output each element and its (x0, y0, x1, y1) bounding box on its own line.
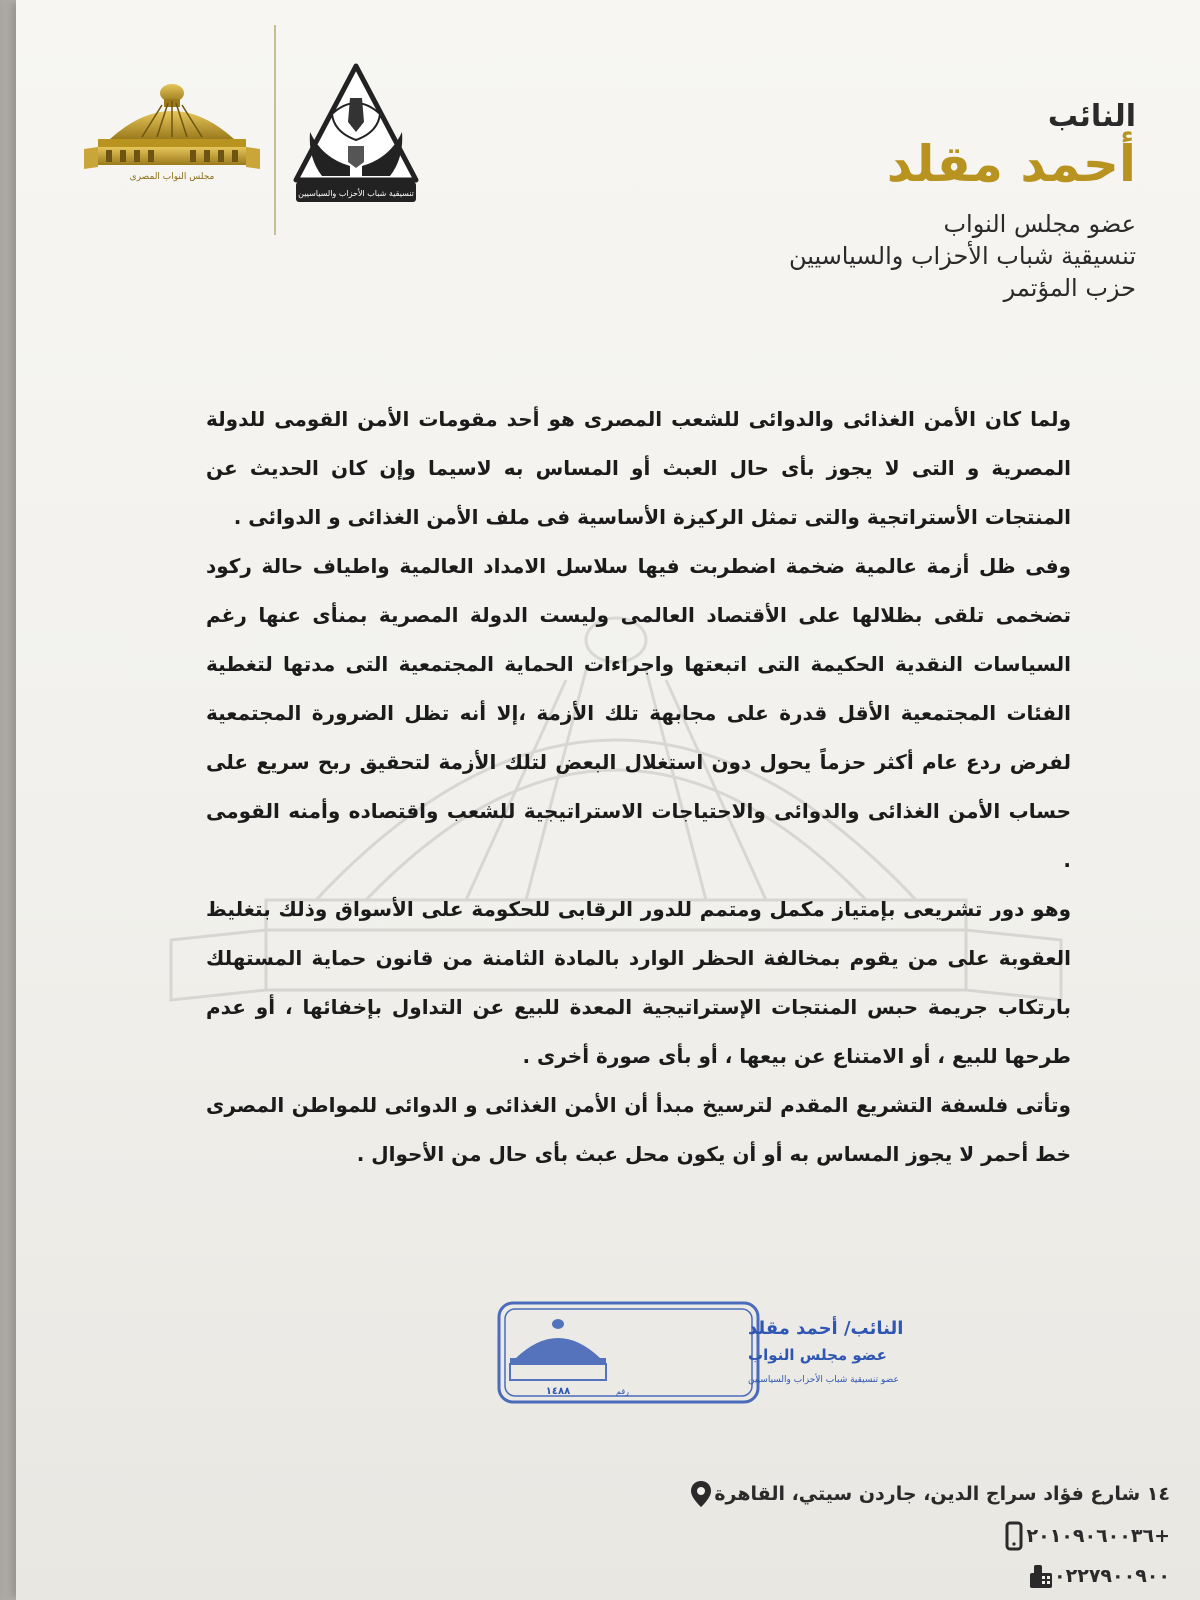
stamp-line-1: النائب/ أحمد مقلد (748, 1318, 904, 1339)
stamp-number: ١٤٨٨ (545, 1386, 571, 1397)
footer-mobile-row (983, 1522, 1171, 1550)
footer-mobile: +٢٠١٠٩٠٦٠٠٣٦ (1026, 1525, 1170, 1547)
parliament-logo-caption: مجلس النواب المصرى (129, 172, 215, 182)
footer-address-row (670, 1480, 1170, 1508)
role-parliament: عضو مجلس النواب (943, 210, 1136, 238)
role-party: حزب المؤتمر (1003, 274, 1136, 302)
tansiqia-logo-caption: تنسيقية شباب الأحزاب والسياسيين (298, 189, 414, 198)
title-word: النائب (1047, 99, 1136, 134)
stamp-line-2: عضو مجلس النواب (748, 1346, 887, 1364)
body-paragraph-3: وهو دور تشريعى بإمتياز مكمل ومتمم للدور الرقابى للحكومة على الأسواق وذلك بتغليظ العقوبة على من يقوم بمخالفة الحظر الوارد بالمادة الثامنة من قانون حماية المستهلك بارتكاب جريمة حبس المنتجات الإستراتيجية المعدة للبيع عن التداول بإخفائها ، أو عدم طرحها للبيع ، أو الامتناع عن بيعها ، أو بأى صورة أخرى . (206, 897, 1071, 1068)
location-pin-icon (688, 1480, 714, 1508)
stamp-line-3: عضو تنسيقية شباب الأحزاب والسياسيين (748, 1375, 899, 1385)
footer-address: ١٤ شارع فؤاد سراج الدين، جاردن سيتي، القاهرة (714, 1483, 1170, 1505)
tansiqia-logo (292, 62, 420, 210)
landline-phone-icon (1028, 1562, 1054, 1590)
parliament-logo (82, 75, 262, 185)
body-paragraph-4: وتأتى فلسفة التشريع المقدم لترسيخ مبدأ أن الأمن الغذائى و الدوائى للمواطن المصرى خط أحمر لا يجوز المساس به أو أن يكون محل عبث بأى حال من الأحوال . (206, 1093, 1071, 1166)
header-divider (274, 25, 276, 235)
footer-phone-row (1010, 1562, 1170, 1590)
role-tansiqia: تنسيقية شباب الأحزاب والسياسيين (788, 242, 1136, 270)
body-paragraph-1: ولما كان الأمن الغذائى والدوائى للشعب المصرى هو أحد مقومات الأمن القومى للدولة المصرية و التى لا يجوز بأى حال العبث أو المساس به لاسيما وإن كان الحديث عن المنتجات الأستراتجية والتى تمثل الركيزة الأساسية فى ملف الأمن الغذائى و الدوائى . (206, 407, 1071, 529)
footer-phone: ٠٢٢٧٩٠٠٩٠٠ (1054, 1565, 1170, 1587)
official-stamp (496, 1300, 904, 1405)
member-name: أحمد مقلد (886, 135, 1136, 193)
body-paragraph-2: وفى ظل أزمة عالمية ضخمة اضطربت فيها سلاسل الامداد العالمية واطياف حالة ركود تضخمى تلقى بظلالها على الأقتصاد العالمى وليست الدولة المصرية بمنأى عنها رغم السياسات النقدية الحكيمة التى اتبعتها واجراءات الحماية المجتمعية التى مدتها لتغطية الفئات المجتمعية الأقل قدرة على مجابهة تلك الأزمة ،إلا أنه تظل الضرورة المجتمعية لفرض ردع عام أكثر حزماً يحول دون استغلال البعض لتلك الأزمة لتحقيق ربح سريع على حساب الأمن الغذائى والدوائى والاحتياجات الاستراتيجية للشعب واقتصاده وأمنه القومى . (206, 554, 1071, 872)
letter-body (206, 395, 1071, 1179)
stamp-number-label: رقم (616, 1387, 630, 1396)
mobile-phone-icon (1001, 1522, 1027, 1550)
letter-page (16, 0, 1200, 1600)
letterhead (616, 100, 1136, 304)
